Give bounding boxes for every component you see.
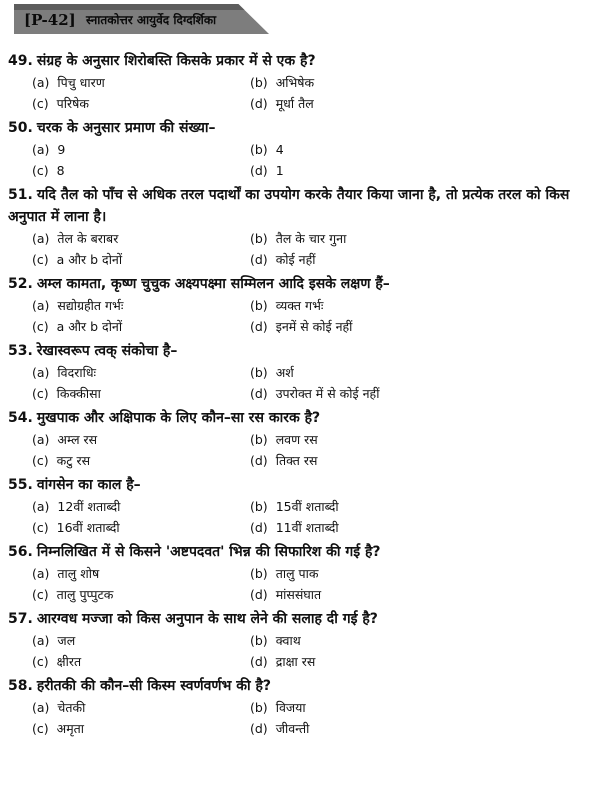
option-letter: (b) (250, 231, 268, 246)
option-letter: (c) (32, 654, 49, 669)
option-letter: (a) (32, 633, 50, 648)
option-text: परिषेक (56, 96, 89, 111)
option-item (250, 139, 530, 160)
question-number: 56. (8, 544, 33, 560)
option-text: पिचु धारण (57, 75, 105, 90)
option-item (250, 563, 530, 584)
question-block (8, 117, 596, 181)
option-item (250, 584, 530, 605)
question-number: 49. (8, 53, 33, 69)
option-letter: (d) (250, 386, 268, 401)
option-letter: (c) (32, 319, 49, 334)
option-item (32, 228, 250, 249)
option-letter: (b) (250, 700, 268, 715)
option-item (32, 630, 250, 651)
option-item (250, 429, 530, 450)
option-item (250, 362, 530, 383)
option-text: तालु पुप्पुटक (56, 587, 114, 602)
option-text: कटु रस (56, 453, 91, 468)
option-item (32, 496, 250, 517)
options-grid (8, 228, 596, 270)
option-text: सद्योग्रहीत गर्भः (57, 298, 124, 313)
options-grid (8, 72, 596, 114)
options-grid (8, 563, 596, 605)
option-text: तेल के बराबर (57, 231, 119, 246)
option-item (32, 563, 250, 584)
option-item (250, 651, 530, 672)
question-number: 52. (8, 276, 33, 292)
option-letter: (d) (250, 587, 268, 602)
option-text: कोई नहीं (275, 252, 316, 267)
option-item (250, 93, 530, 114)
option-item (32, 362, 250, 383)
book-title: स्नातकोत्तर आयुर्वेद दिग्दर्शिका (86, 13, 217, 27)
option-letter: (c) (32, 96, 49, 111)
option-item (32, 517, 250, 538)
option-letter: (b) (250, 75, 268, 90)
option-text: विदराधिः (57, 365, 97, 380)
option-item (250, 517, 530, 538)
question-number: 58. (8, 678, 33, 694)
option-text: जल (57, 633, 76, 648)
option-item (32, 160, 250, 181)
option-item (250, 316, 530, 337)
page-number: [P-42] (24, 11, 76, 29)
option-item (32, 584, 250, 605)
option-item (250, 383, 530, 404)
option-item (250, 718, 530, 739)
option-text: 12वीं शताब्दी (57, 499, 121, 514)
option-item (32, 718, 250, 739)
option-letter: (d) (250, 163, 268, 178)
question-text (8, 608, 596, 630)
option-letter: (d) (250, 721, 268, 736)
question-statement: अम्ल कामता, कृष्ण चुचुक अक्ष्यपक्ष्मा सम्मिलन आदि इसके लक्षण हैं– (36, 276, 390, 292)
option-item (32, 697, 250, 718)
option-letter: (a) (32, 432, 50, 447)
question-block (8, 474, 596, 538)
question-number: 55. (8, 477, 33, 493)
question-list (8, 50, 596, 742)
option-letter: (a) (32, 231, 50, 246)
option-text: 1 (275, 163, 284, 178)
option-text: 8 (56, 163, 65, 178)
question-block (8, 407, 596, 471)
options-grid (8, 496, 596, 538)
option-letter: (b) (250, 499, 268, 514)
option-text: किक्कीसा (56, 386, 101, 401)
option-letter: (c) (32, 721, 49, 736)
option-item (250, 496, 530, 517)
question-block (8, 675, 596, 739)
option-item (32, 139, 250, 160)
question-number: 57. (8, 611, 33, 627)
option-text: तैल के चार गुना (275, 231, 347, 246)
option-text: 16वीं शताब्दी (56, 520, 120, 535)
question-text (8, 340, 596, 362)
option-text: लवण रस (275, 432, 318, 447)
question-statement: यदि तैल को पाँच से अधिक तरल पदार्थों का उपयोग करके तैयार किया जाना है, तो प्रत्येक तरल को किस अनुपात में लाना है। (8, 187, 570, 225)
options-grid (8, 429, 596, 471)
question-statement: रेखास्वरूप त्वक् संकोचा है– (36, 343, 178, 359)
option-item (250, 228, 530, 249)
question-block (8, 184, 596, 270)
options-grid (8, 295, 596, 337)
question-statement: मुखपाक और अक्षिपाक के लिए कौन–सा रस कारक है? (36, 410, 321, 426)
question-text (8, 407, 596, 429)
option-letter: (a) (32, 142, 50, 157)
option-text: तिक्त रस (275, 453, 318, 468)
option-text: a और b दोनों (56, 252, 123, 267)
question-text (8, 474, 596, 496)
option-text: 9 (57, 142, 66, 157)
question-statement: आरग्वध मज्जा को किस अनुपान के साथ लेने की सलाह दी गई है? (36, 611, 378, 627)
option-letter: (d) (250, 654, 268, 669)
question-text (8, 184, 596, 228)
question-text (8, 273, 596, 295)
option-text: मांससंघात (275, 587, 322, 602)
option-text: 15वीं शताब्दी (275, 499, 339, 514)
option-letter: (a) (32, 298, 50, 313)
option-item (32, 72, 250, 93)
option-letter: (a) (32, 566, 50, 581)
option-letter: (b) (250, 142, 268, 157)
option-text: उपरोक्त में से कोई नहीं (275, 386, 380, 401)
question-block (8, 340, 596, 404)
question-block (8, 608, 596, 672)
option-text: द्राक्षा रस (275, 654, 316, 669)
question-number: 54. (8, 410, 33, 426)
option-letter: (d) (250, 252, 268, 267)
option-letter: (c) (32, 587, 49, 602)
option-letter: (a) (32, 499, 50, 514)
option-item (250, 630, 530, 651)
option-text: विजया (275, 700, 306, 715)
question-text (8, 50, 596, 72)
option-letter: (c) (32, 453, 49, 468)
option-item (250, 72, 530, 93)
option-item (250, 697, 530, 718)
option-letter: (b) (250, 365, 268, 380)
option-letter: (c) (32, 386, 49, 401)
option-letter: (b) (250, 432, 268, 447)
option-text: व्यक्त गर्भः (275, 298, 324, 313)
option-item (250, 249, 530, 270)
options-grid (8, 697, 596, 739)
option-item (32, 249, 250, 270)
option-item (250, 160, 530, 181)
option-text: जीवन्ती (275, 721, 310, 736)
question-statement: संग्रह के अनुसार शिरोबस्ति किसके प्रकार में से एक है? (36, 53, 316, 69)
question-statement: वांगसेन का काल है– (36, 477, 141, 493)
option-text: तालु पाक (275, 566, 319, 581)
option-letter: (c) (32, 520, 49, 535)
question-number: 51. (8, 187, 33, 203)
option-text: इनमें से कोई नहीं (275, 319, 353, 334)
option-letter: (a) (32, 700, 50, 715)
option-item (32, 383, 250, 404)
option-item (32, 316, 250, 337)
option-text: चेतकी (57, 700, 86, 715)
question-statement: निम्नलिखित में से किसने 'अष्टपदवत' भिन्न की सिफारिश की गई है? (36, 544, 381, 560)
option-letter: (a) (32, 365, 50, 380)
option-text: 11वीं शताब्दी (275, 520, 339, 535)
options-grid (8, 362, 596, 404)
option-text: अभिषेक (275, 75, 315, 90)
option-item (32, 295, 250, 316)
option-letter: (c) (32, 163, 49, 178)
question-number: 50. (8, 120, 33, 136)
page-header (0, 0, 600, 40)
option-text: अर्श (275, 365, 294, 380)
option-text: मूर्धा तैल (275, 96, 314, 111)
option-text: 4 (275, 142, 284, 157)
options-grid (8, 630, 596, 672)
option-item (32, 450, 250, 471)
option-text: तालु शोष (57, 566, 100, 581)
option-letter: (b) (250, 566, 268, 581)
question-block (8, 273, 596, 337)
question-block (8, 50, 596, 114)
option-item (32, 93, 250, 114)
option-letter: (a) (32, 75, 50, 90)
option-letter: (b) (250, 633, 268, 648)
question-statement: हरीतकी की कौन–सी किस्म स्वर्णवर्णभ की है? (36, 678, 272, 694)
options-grid (8, 139, 596, 181)
option-text: क्वाथ (275, 633, 301, 648)
question-statement: चरक के अनुसार प्रमाण की संख्या– (36, 120, 216, 136)
option-letter: (c) (32, 252, 49, 267)
option-text: अमृता (56, 721, 85, 736)
question-text (8, 541, 596, 563)
question-text (8, 117, 596, 139)
option-letter: (d) (250, 453, 268, 468)
option-letter: (d) (250, 520, 268, 535)
option-item (250, 450, 530, 471)
question-block (8, 541, 596, 605)
option-text: क्षीरत (56, 654, 82, 669)
option-item (32, 429, 250, 450)
option-letter: (d) (250, 319, 268, 334)
question-text (8, 675, 596, 697)
option-letter: (b) (250, 298, 268, 313)
question-number: 53. (8, 343, 33, 359)
option-text: अम्ल रस (57, 432, 98, 447)
option-text: a और b दोनों (56, 319, 123, 334)
option-item (250, 295, 530, 316)
option-letter: (d) (250, 96, 268, 111)
option-item (32, 651, 250, 672)
